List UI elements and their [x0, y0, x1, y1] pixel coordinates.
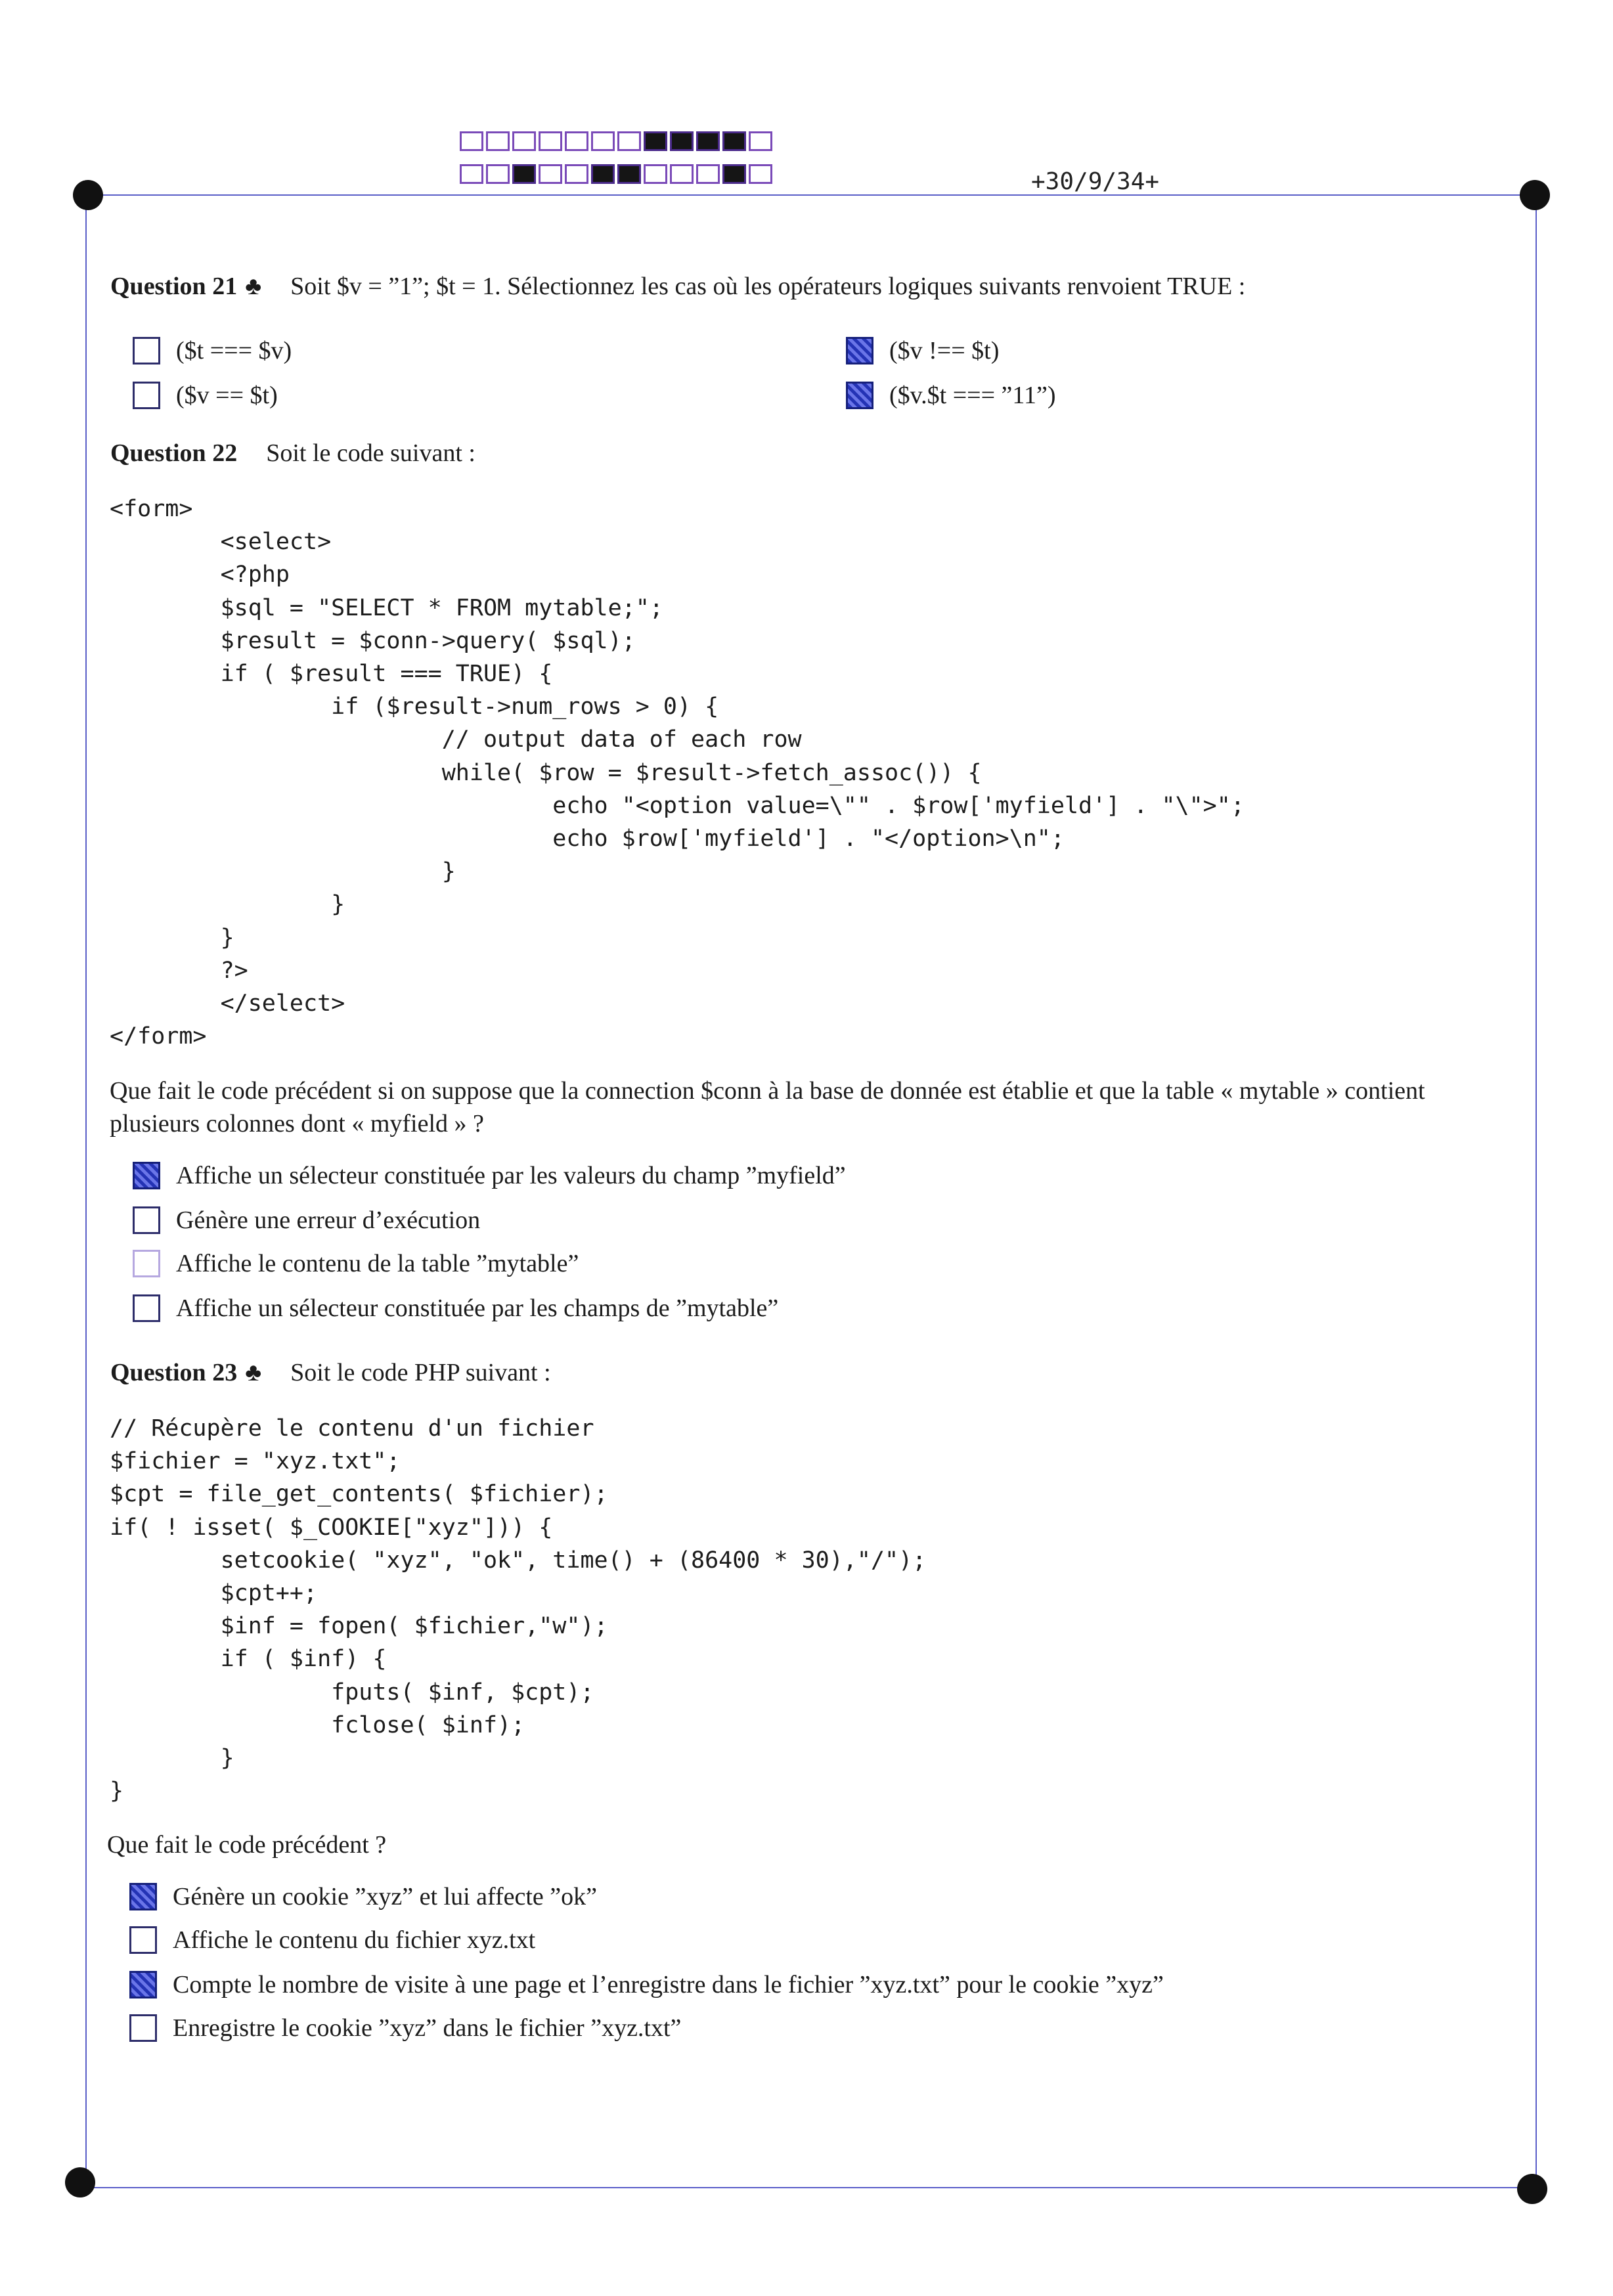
answer-label: Génère une erreur d’exécution — [176, 1206, 481, 1234]
code-cell-filled — [644, 131, 667, 151]
code-cell-empty — [486, 131, 510, 151]
code-cell-filled — [617, 164, 641, 184]
q23-number: Question 23 — [110, 1359, 238, 1386]
code-cell-empty — [617, 131, 641, 151]
code-cell-empty — [565, 131, 588, 151]
answer-label: Affiche le contenu du fichier xyz.txt — [173, 1926, 536, 1954]
q22-text: Soit le code suivant : — [266, 439, 475, 467]
q23-answer-4[interactable] — [129, 2014, 681, 2042]
q22-number: Question 22 — [110, 439, 238, 467]
q22-answer-1[interactable] — [133, 1161, 846, 1190]
answer-label: Affiche le contenu de la table ”mytable” — [176, 1250, 579, 1277]
corner-marker-bottom-right — [1517, 2174, 1547, 2204]
checkbox[interactable] — [133, 1294, 160, 1322]
code-cell-filled — [512, 164, 536, 184]
code-cell-empty — [749, 131, 772, 151]
code-strip-top — [460, 131, 775, 151]
checkbox-checked[interactable] — [846, 337, 873, 364]
q21-answer-3[interactable] — [846, 336, 999, 365]
club-icon: ♣ — [245, 273, 262, 300]
checkbox-checked[interactable] — [129, 1883, 157, 1910]
q23-question: Que fait le code précédent ? — [107, 1831, 387, 1859]
code-cell-empty — [565, 164, 588, 184]
code-cell-empty — [460, 164, 483, 184]
checkbox[interactable] — [133, 382, 160, 409]
code-cell-empty — [644, 164, 667, 184]
answer-label: Affiche un sélecteur constituée par les valeurs du champ ”myfield” — [176, 1162, 846, 1189]
answer-label: ($v.$t === ”11”) — [889, 382, 1056, 409]
code-cell-empty — [670, 164, 694, 184]
code-cell-empty — [539, 164, 562, 184]
answer-label: ($v == $t) — [176, 382, 278, 409]
q22-header — [110, 439, 475, 468]
code-cell-filled — [591, 164, 615, 184]
checkbox[interactable] — [133, 1206, 160, 1234]
corner-marker-bottom-left — [65, 2167, 95, 2197]
q21-answer-4[interactable] — [846, 381, 1056, 410]
q22-question: Que fait le code précédent si on suppose que la connection $conn à la base de donnée est établie et que la table « mytable » contient plusieurs colonnes dont « myfield » ? — [110, 1077, 1425, 1137]
answer-label: Compte le nombre de visite à une page et l’enregistre dans le fichier ”xyz.txt” pour le cookie ”xyz” — [173, 1971, 1164, 1998]
code-cell-filled — [722, 164, 746, 184]
corner-marker-top-right — [1520, 180, 1550, 210]
page-id: +30/9/34+ — [1031, 168, 1160, 195]
checkbox[interactable] — [133, 1250, 160, 1277]
checkbox-checked[interactable] — [133, 1162, 160, 1189]
code-cell-filled — [670, 131, 694, 151]
answer-label: ($v !== $t) — [889, 337, 1000, 364]
checkbox-checked[interactable] — [846, 382, 873, 409]
q21-header — [110, 272, 1245, 301]
checkbox-checked[interactable] — [129, 1971, 157, 1998]
code-cell-empty — [696, 164, 720, 184]
q21-number: Question 21 — [110, 273, 238, 300]
code-cell-empty — [486, 164, 510, 184]
q23-header — [110, 1358, 551, 1387]
q22-answer-4[interactable] — [133, 1294, 778, 1323]
q22-answer-3[interactable] — [133, 1249, 579, 1278]
code-cell-empty — [591, 131, 615, 151]
checkbox[interactable] — [129, 1926, 157, 1954]
answer-label: ($t === $v) — [176, 337, 292, 364]
q21-answer-2[interactable] — [133, 381, 278, 410]
code-cell-empty — [539, 131, 562, 151]
q23-answer-1[interactable] — [129, 1882, 597, 1911]
checkbox[interactable] — [133, 337, 160, 364]
q23-answer-2[interactable] — [129, 1926, 535, 1954]
q22-answer-2[interactable] — [133, 1206, 480, 1235]
code-cell-filled — [696, 131, 720, 151]
club-icon: ♣ — [245, 1359, 262, 1386]
code-cell-empty — [460, 131, 483, 151]
answer-label: Enregistre le cookie ”xyz” dans le fichier ”xyz.txt” — [173, 2014, 682, 2042]
corner-marker-top-left — [73, 180, 103, 210]
answer-label: Affiche un sélecteur constituée par les champs de ”mytable” — [176, 1294, 779, 1322]
code-strip-bottom — [460, 164, 775, 184]
checkbox[interactable] — [129, 2014, 157, 2042]
code-cell-empty — [512, 131, 536, 151]
q22-code-block: <form> <select> <?php $sql = "SELECT * FROM mytable;"; $result = $conn->query( $sql); if ( $result === TRUE) { if ($result->num_rows > 0) { // output data of each row while( $row = $result->fetch_assoc()) { echo "<option value=\"" . $row['myfield'] . "\">"; echo $row['myfield'] . "</option>\n"; } } } ?> </select> </form> — [110, 496, 1245, 1050]
q21-answer-1[interactable] — [133, 336, 292, 365]
code-cell-empty — [749, 164, 772, 184]
q23-answer-3[interactable] — [129, 1970, 1164, 1999]
q21-text: Soit $v = ”1”; $t = 1. Sélectionnez les cas où les opérateurs logiques suivants renvoient TRUE : — [290, 273, 1246, 300]
q23-code-block: // Récupère le contenu d'un fichier $fichier = "xyz.txt"; $cpt = file_get_contents( $fichier); if( ! isset( $_COOKIE["xyz"])) { setcookie( "xyz", "ok", time() + (86400 * 30),"/"); $cpt++; $inf = fopen( $fichier,"w"); if ( $inf) { fputs( $inf, $cpt); fclose( $inf); } } — [110, 1415, 927, 1805]
q23-text: Soit le code PHP suivant : — [290, 1359, 551, 1386]
code-cell-filled — [722, 131, 746, 151]
answer-label: Génère un cookie ”xyz” et lui affecte ”ok” — [173, 1883, 597, 1910]
